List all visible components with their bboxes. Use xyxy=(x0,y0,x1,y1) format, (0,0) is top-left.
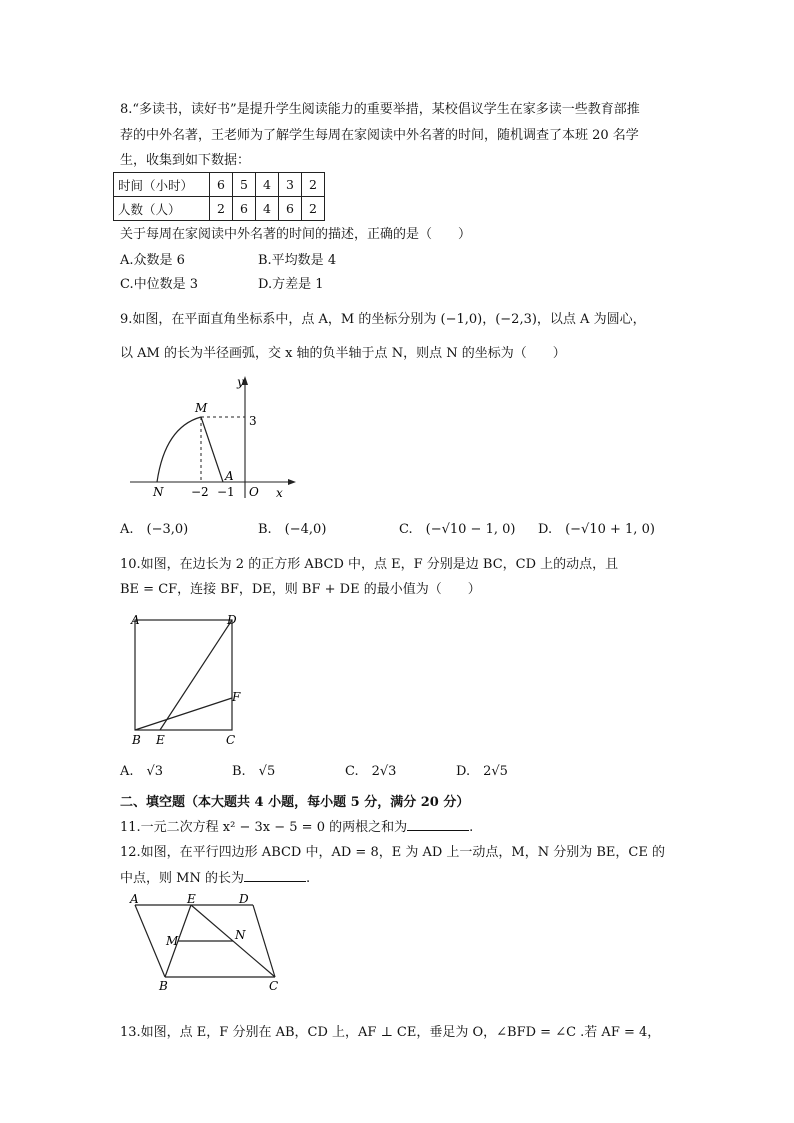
point-label-d: D xyxy=(227,613,237,627)
table-cell: 2 xyxy=(302,197,325,221)
point-label-b: B xyxy=(132,733,141,747)
q12-line2: 中点，则 MN 的长为 xyxy=(120,871,244,886)
table-cell: 4 xyxy=(256,173,279,197)
point-label-b: B xyxy=(159,979,168,993)
q11-text: 11.一元二次方程 x² − 3x − 5 = 0 的两根之和为 xyxy=(120,820,408,835)
q8-option-a: A.众数是 6 xyxy=(120,253,185,268)
table-cell: 6 xyxy=(233,197,256,221)
q12-line2-wrap xyxy=(120,869,310,888)
q9-line2: 以 AM 的长为半径画弧，交 x 轴的负半轴于点 N，则点 N 的坐标为（ ） xyxy=(120,346,566,361)
table-row xyxy=(114,197,325,221)
q8-option-d: D.方差是 1 xyxy=(258,277,324,292)
table-cell: 3 xyxy=(279,173,302,197)
point-label-m: M xyxy=(166,934,179,948)
q10-line2: BE = CF，连接 BF，DE，则 BF + DE 的最小值为（ ） xyxy=(120,582,481,597)
answer-blank xyxy=(244,869,306,882)
q10-option-d: D. 2√5 xyxy=(456,764,508,779)
point-label-c: C xyxy=(226,733,236,747)
point-label-a: A xyxy=(225,469,234,483)
q9-line1: 9.如图，在平面直角坐标系中，点 A，M 的坐标分别为 (−1,0)，(−2,3)，以点 A 为圆心， xyxy=(120,312,646,327)
q10-square-figure xyxy=(120,610,260,750)
q9-option-d: D. (−√10 + 1, 0) xyxy=(538,522,655,537)
q8-line2: 荐的中外名著，王老师为了解学生每周在家阅读中外名著的时间，随机调查了本班 20 名学 xyxy=(120,128,639,143)
q10-line1: 10.如图，在边长为 2 的正方形 ABCD 中，点 E，F 分别是边 BC，CD 上的动点，且 xyxy=(120,557,619,572)
q9-option-c: C. (−√10 − 1, 0) xyxy=(399,522,516,537)
point-label-m: M xyxy=(195,401,208,415)
q8-line1: 8.“多读书，读好书”是提升学生阅读能力的重要举措，某校倡议学生在家多读一些教育部推 xyxy=(120,102,640,117)
q10-option-a: A. √3 xyxy=(120,764,164,779)
table-header-time: 时间（小时） xyxy=(114,173,210,197)
point-label-n: N xyxy=(153,485,164,499)
q10-option-b: B. √5 xyxy=(232,764,276,779)
tick-label-neg2: −2 xyxy=(191,485,209,499)
table-cell: 2 xyxy=(210,197,233,221)
point-label-d: D xyxy=(239,892,249,906)
q11-line xyxy=(120,818,473,837)
q8-question: 关于每周在家阅读中外名著的时间的描述，正确的是（ ） xyxy=(120,227,472,242)
q8-line3: 生，收集到如下数据： xyxy=(120,153,251,168)
table-header-people: 人数（人） xyxy=(114,197,210,221)
table-row xyxy=(114,173,325,197)
tick-label-neg1: −1 xyxy=(217,485,235,499)
table-cell: 6 xyxy=(210,173,233,197)
origin-label: O xyxy=(249,485,259,499)
q10-option-c: C. 2√3 xyxy=(345,764,397,779)
q8-data-table xyxy=(113,172,325,221)
table-cell: 6 xyxy=(279,197,302,221)
tick-label-3: 3 xyxy=(249,414,257,428)
q8-option-c: C.中位数是 3 xyxy=(120,277,199,292)
answer-blank xyxy=(407,818,469,831)
point-label-e: E xyxy=(187,892,196,906)
point-label-a: A xyxy=(130,892,139,906)
q9-option-a: A. (−3,0) xyxy=(120,522,189,537)
point-label-a: A xyxy=(131,613,140,627)
q9-option-b: B. (−4,0) xyxy=(258,522,327,537)
q13-line1: 13.如图，点 E，F 分别在 AB，CD 上，AF ⊥ CE，垂足为 O，∠BFD = ∠C .若 AF = 4， xyxy=(120,1025,661,1040)
q11-tail: . xyxy=(469,820,474,835)
axis-label-x: x xyxy=(276,486,283,500)
table-cell: 5 xyxy=(233,173,256,197)
point-label-e: E xyxy=(156,733,165,747)
point-label-c: C xyxy=(269,979,279,993)
axis-label-y: y xyxy=(237,375,244,389)
q9-coordinate-figure xyxy=(120,370,300,500)
q12-tail: . xyxy=(305,871,311,886)
q12-line1: 12.如图，在平行四边形 ABCD 中，AD = 8，E 为 AD 上一动点，M，N 分别为 BE，CE 的 xyxy=(120,845,665,860)
table-cell: 4 xyxy=(256,197,279,221)
section-title-fill-in: 二、填空题（本大题共 4 小题，每小题 5 分，满分 20 分） xyxy=(120,795,470,810)
point-label-n: N xyxy=(235,928,246,942)
table-cell: 2 xyxy=(302,173,325,197)
q8-option-b: B.平均数是 4 xyxy=(258,253,337,268)
q12-parallelogram-figure xyxy=(125,893,290,993)
point-label-f: F xyxy=(232,690,241,704)
